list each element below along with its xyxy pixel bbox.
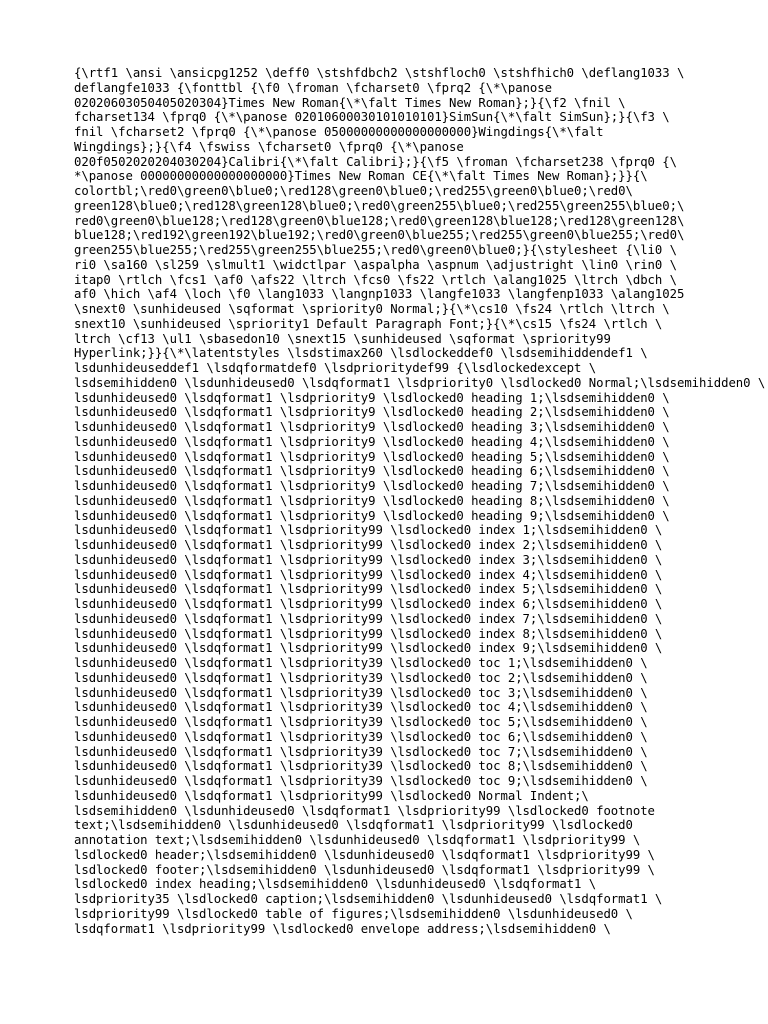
text-line: lsdunhideused0 \lsdqformat1 \lsdpriority99 \lsdlocked0 index 6;\lsdsemihidden0 \ [74, 597, 663, 611]
text-line: lsdunhideused0 \lsdqformat1 \lsdpriority99 \lsdlocked0 index 2;\lsdsemihidden0 \ [74, 538, 663, 552]
text-line: lsdunhideused0 \lsdqformat1 \lsdpriority99 \lsdlocked0 index 4;\lsdsemihidden0 \ [74, 567, 663, 582]
text-line: fcharset134 \fprq0 {\*\panose 02010600030101010101}SimSun{\*\falt SimSun};}{\f3 \ [74, 110, 670, 125]
text-line: lsdunhideused0 \lsdqformat1 \lsdpriority9 \lsdlocked0 heading 4;\lsdsemihidden0 \ [74, 434, 670, 449]
text-line: lsdqformat1 \lsdpriority99 \lsdlocked0 envelope address;\lsdsemihidden0 \ [74, 921, 611, 936]
text-line: lsdunhideused0 \lsdqformat1 \lsdpriority99 \lsdlocked0 Normal Indent;\ [74, 788, 589, 803]
text-line: lsdsemihidden0 \lsdunhideused0 \lsdqformat1 \lsdpriority0 \lsdlocked0 Normal;\lsdsemihidden0 \ [74, 375, 766, 390]
text-line: lsdunhideused0 \lsdqformat1 \lsdpriority39 \lsdlocked0 toc 6;\lsdsemihidden0 \ [74, 729, 648, 744]
text-line: lsdunhideused0 \lsdqformat1 \lsdpriority9 \lsdlocked0 heading 5;\lsdsemihidden0 \ [74, 449, 670, 464]
rtf-source-text [74, 66, 764, 936]
text-line: lsdunhideused0 \lsdqformat1 \lsdpriority99 \lsdlocked0 index 8;\lsdsemihidden0 \ [74, 626, 663, 641]
text-line: text;\lsdsemihidden0 \lsdunhideused0 \lsdqformat1 \lsdpriority99 \lsdlocked0 [74, 818, 633, 833]
text-line: lsdlocked0 index heading;\lsdsemihidden0 \lsdunhideused0 \lsdqformat1 \ [74, 877, 597, 892]
text-line: annotation text;\lsdsemihidden0 \lsdunhideused0 \lsdqformat1 \lsdpriority99 \ [74, 833, 641, 847]
text-line: lsdunhideused0 \lsdqformat1 \lsdpriority9 \lsdlocked0 heading 9;\lsdsemihidden0 \ [74, 508, 670, 523]
text-line: colortbl;\red0\green0\blue0;\red128\green0\blue0;\red255\green0\blue0;\red0\ [74, 184, 633, 198]
text-line: green255\blue255;\red255\green255\blue255;\red0\green0\blue0;}{\stylesheet {\li0 \ [74, 243, 677, 257]
text-line: lsdlocked0 footer;\lsdsemihidden0 \lsdunhideused0 \lsdqformat1 \lsdpriority99 \ [74, 862, 655, 877]
text-line: 02020603050405020304}Times New Roman{\*\falt Times New Roman};}{\f2 \fnil \ [74, 95, 626, 110]
text-line: lsdunhideused0 \lsdqformat1 \lsdpriority39 \lsdlocked0 toc 7;\lsdsemihidden0 \ [74, 744, 648, 759]
text-line: 020f0502020204030204}Calibri{\*\falt Calibri};}{\f5 \froman \fcharset238 \fprq0 {\ [74, 154, 677, 169]
text-line: lsdunhideused0 \lsdqformat1 \lsdpriority9 \lsdlocked0 heading 3;\lsdsemihidden0 \ [74, 420, 670, 434]
text-line: Wingdings};}{\f4 \fswiss \fcharset0 \fprq0 {\*\panose [74, 139, 464, 154]
text-line: lsdunhideused0 \lsdqformat1 \lsdpriority39 \lsdlocked0 toc 3;\lsdsemihidden0 \ [74, 685, 648, 700]
text-line: af0 \hich \af4 \loch \f0 \lang1033 \langnp1033 \langfe1033 \langfenp1033 \alang1025 [74, 287, 685, 302]
text-line: lsdunhideused0 \lsdqformat1 \lsdpriority99 \lsdlocked0 index 1;\lsdsemihidden0 \ [74, 523, 663, 538]
text-line: lsdunhideused0 \lsdqformat1 \lsdpriority39 \lsdlocked0 toc 5;\lsdsemihidden0 \ [74, 715, 648, 729]
text-line: lsdunhideused0 \lsdqformat1 \lsdpriority39 \lsdlocked0 toc 4;\lsdsemihidden0 \ [74, 700, 648, 715]
text-line: lsdunhideused0 \lsdqformat1 \lsdpriority39 \lsdlocked0 toc 9;\lsdsemihidden0 \ [74, 774, 648, 788]
text-line: ltrch \cf13 \ul1 \sbasedon10 \snext15 \sunhideused \sqformat \spriority99 [74, 331, 611, 346]
text-line: lsdunhideused0 \lsdqformat1 \lsdpriority39 \lsdlocked0 toc 8;\lsdsemihidden0 \ [74, 759, 648, 774]
text-line: lsdunhideused0 \lsdqformat1 \lsdpriority9 \lsdlocked0 heading 7;\lsdsemihidden0 \ [74, 479, 670, 493]
text-line: lsdunhideused0 \lsdqformat1 \lsdpriority9 \lsdlocked0 heading 1;\lsdsemihidden0 \ [74, 390, 670, 405]
text-line: lsdunhideused0 \lsdqformat1 \lsdpriority39 \lsdlocked0 toc 1;\lsdsemihidden0 \ [74, 656, 648, 670]
text-line: lsdunhideused0 \lsdqformat1 \lsdpriority39 \lsdlocked0 toc 2;\lsdsemihidden0 \ [74, 670, 648, 685]
text-line: lsdunhideused0 \lsdqformat1 \lsdpriority99 \lsdlocked0 index 9;\lsdsemihidden0 \ [74, 641, 663, 656]
text-line: lsdunhideused0 \lsdqformat1 \lsdpriority9 \lsdlocked0 heading 2;\lsdsemihidden0 \ [74, 405, 670, 420]
text-line: blue128;\red192\green192\blue192;\red0\green0\blue255;\red255\green0\blue255;\red0\ [74, 228, 685, 243]
text-line: green128\blue0;\red128\green128\blue0;\red0\green255\blue0;\red255\green255\blue0;\ [74, 198, 685, 213]
text-line: Hyperlink;}}{\*\latentstyles \lsdstimax260 \lsdlockeddef0 \lsdsemihiddendef1 \ [74, 346, 648, 361]
text-line: lsdlocked0 header;\lsdsemihidden0 \lsdunhideused0 \lsdqformat1 \lsdpriority99 \ [74, 847, 655, 862]
text-line: lsdunhideused0 \lsdqformat1 \lsdpriority99 \lsdlocked0 index 3;\lsdsemihidden0 \ [74, 552, 663, 567]
text-line: {\rtf1 \ansi \ansicpg1252 \deff0 \stshfdbch2 \stshfloch0 \stshfhich0 \deflang1033 \ [74, 66, 685, 80]
text-line: \snext0 \sunhideused \sqformat \spriority0 Normal;}{\*\cs10 \fs24 \rtlch \ltrch \ [74, 302, 670, 316]
text-line: lsdunhideused0 \lsdqformat1 \lsdpriority99 \lsdlocked0 index 7;\lsdsemihidden0 \ [74, 611, 663, 626]
text-line: lsdunhideused0 \lsdqformat1 \lsdpriority99 \lsdlocked0 index 5;\lsdsemihidden0 \ [74, 582, 663, 597]
text-line: deflangfe1033 {\fonttbl {\f0 \froman \fcharset0 \fprq2 {\*\panose [74, 80, 552, 95]
text-line: lsdpriority35 \lsdlocked0 caption;\lsdsemihidden0 \lsdunhideused0 \lsdqformat1 \ [74, 892, 663, 906]
text-line: itap0 \rtlch \fcs1 \af0 \afs22 \ltrch \fcs0 \fs22 \rtlch \alang1025 \ltrch \dbch \ [74, 272, 677, 287]
text-line: red0\green0\blue128;\red128\green0\blue128;\red0\green128\blue128;\red128\green128\ [74, 213, 685, 228]
text-line: ri0 \sa160 \sl259 \slmult1 \widctlpar \aspalpha \aspnum \adjustright \lin0 \rin0 \ [74, 257, 677, 272]
text-line: lsdunhideused0 \lsdqformat1 \lsdpriority9 \lsdlocked0 heading 6;\lsdsemihidden0 \ [74, 464, 670, 479]
text-line: snext10 \sunhideused \spriority1 Default Paragraph Font;}{\*\cs15 \fs24 \rtlch \ [74, 316, 663, 331]
text-line: lsdpriority99 \lsdlocked0 table of figures;\lsdsemihidden0 \lsdunhideused0 \ [74, 906, 633, 921]
text-line: fnil \fcharset2 \fprq0 {\*\panose 05000000000000000000}Wingdings{\*\falt [74, 125, 604, 139]
text-line: lsdsemihidden0 \lsdunhideused0 \lsdqformat1 \lsdpriority99 \lsdlocked0 footnote [74, 803, 655, 818]
text-line: lsdunhideuseddef1 \lsdqformatdef0 \lsdprioritydef99 {\lsdlockedexcept \ [74, 361, 597, 375]
text-line: *\panose 00000000000000000000}Times New Roman CE{\*\falt Times New Roman};}}{\ [74, 169, 648, 184]
text-line: lsdunhideused0 \lsdqformat1 \lsdpriority9 \lsdlocked0 heading 8;\lsdsemihidden0 \ [74, 493, 670, 508]
